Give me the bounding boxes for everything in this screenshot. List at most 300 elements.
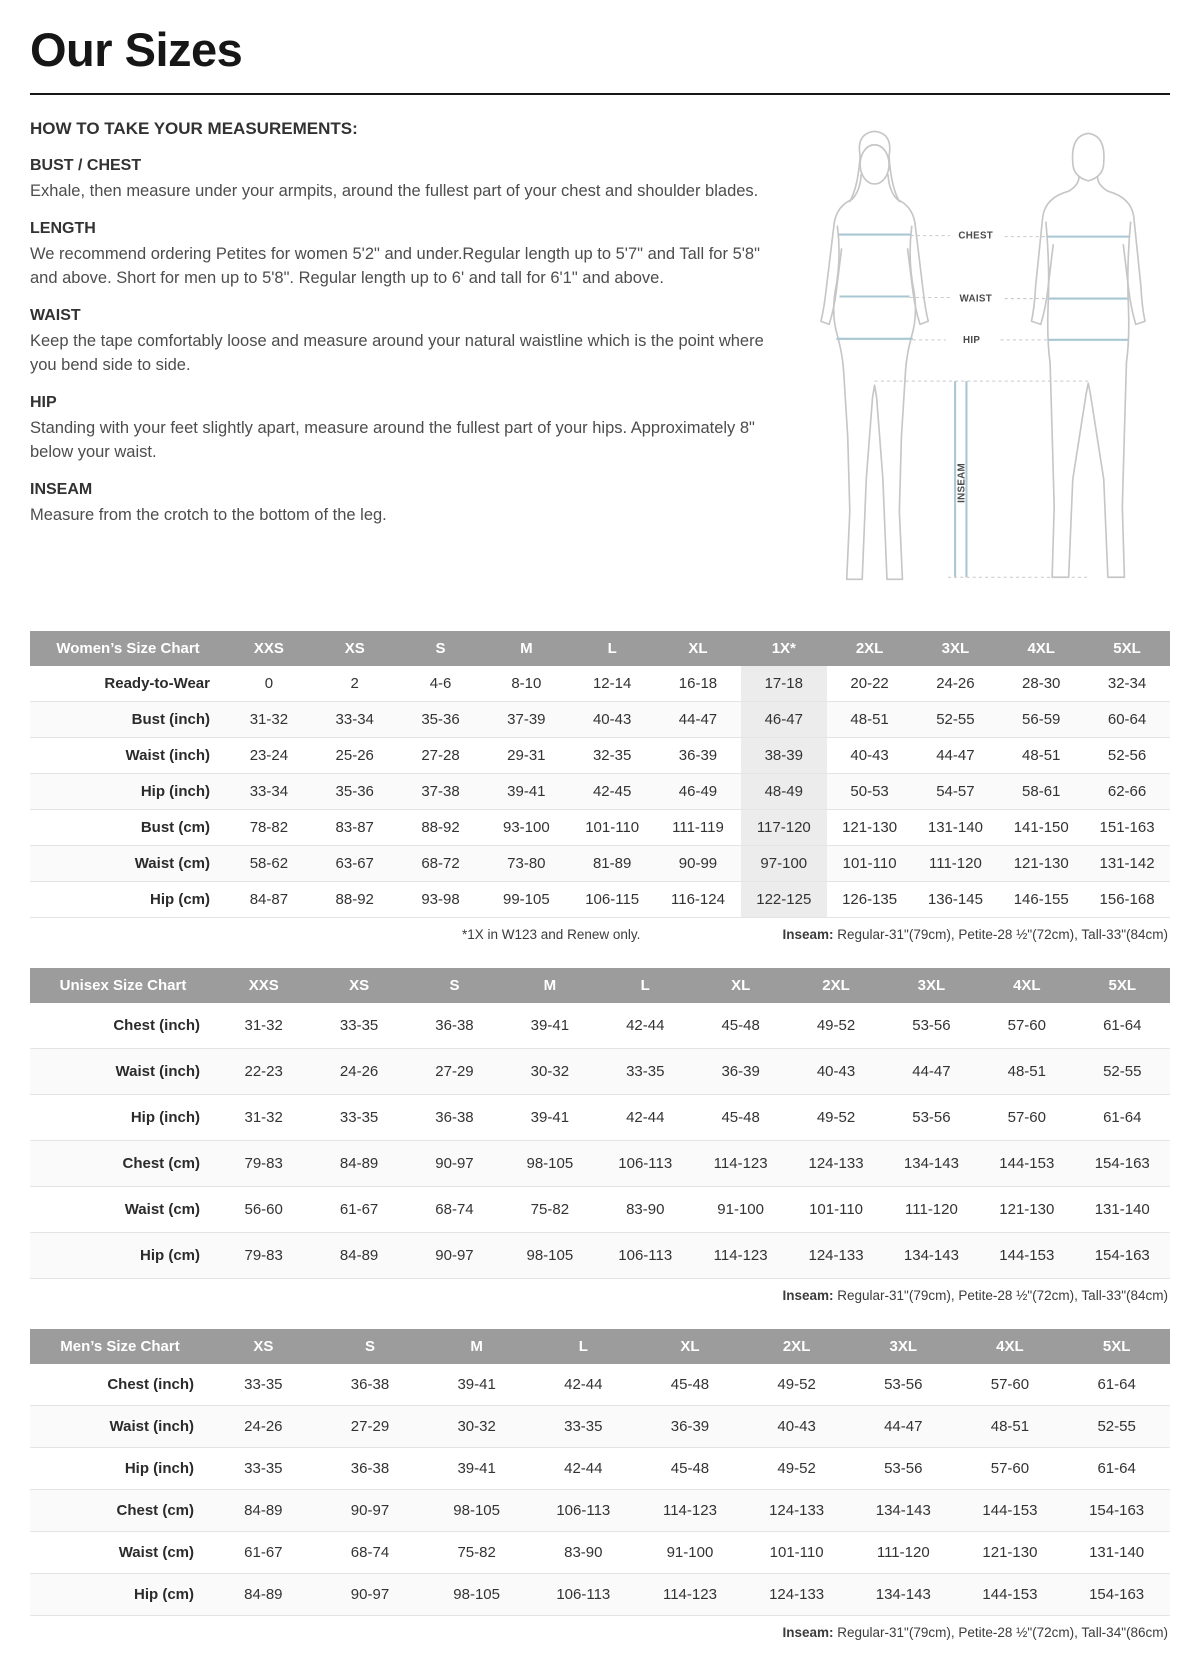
size-cell: 90-97 <box>435 1155 474 1172</box>
size-column-header: 5XL <box>1084 631 1170 666</box>
size-cell: 49-52 <box>777 1460 816 1477</box>
size-cell: 33-35 <box>626 1063 665 1080</box>
size-cell: 151-163 <box>1099 819 1155 836</box>
footnote-1x-note: *1X in W123 and Renew only. <box>462 927 641 942</box>
size-cell: 61-64 <box>1097 1460 1136 1477</box>
size-column-header: L <box>530 1329 637 1364</box>
size-cell: 45-48 <box>721 1109 760 1126</box>
row-label: Chest (cm) <box>122 1155 200 1172</box>
table-row <box>30 1095 1170 1141</box>
measurement-lines <box>836 235 1129 578</box>
unisex-size-chart <box>30 968 1170 1303</box>
size-cell: 24-26 <box>244 1418 283 1435</box>
instruction-title: WAIST <box>30 307 81 325</box>
table-row <box>30 1049 1170 1095</box>
row-label: Hip (cm) <box>134 1586 194 1603</box>
size-cell: 134-143 <box>903 1155 959 1172</box>
size-cell: 33-35 <box>244 1376 283 1393</box>
man-figure <box>1031 133 1145 577</box>
size-cell: 84-89 <box>339 1247 379 1264</box>
size-cell: 48-51 <box>850 711 889 728</box>
size-cell: 141-150 <box>1013 819 1069 836</box>
size-column-header: XL <box>655 631 741 666</box>
inseam-note-label: Inseam: <box>782 927 834 942</box>
size-cell: 33-34 <box>335 711 374 728</box>
dashed-guides <box>875 236 1089 578</box>
size-cell: 40-43 <box>592 711 632 728</box>
womens-size-chart <box>30 631 1170 942</box>
instruction-inseam <box>30 481 770 527</box>
size-cell: 31-32 <box>244 1109 283 1126</box>
size-cell: 36-39 <box>670 1418 710 1435</box>
size-cell: 38-39 <box>741 738 827 774</box>
inseam-note-label: Inseam: <box>782 1625 834 1640</box>
size-cell: 57-60 <box>990 1376 1030 1393</box>
size-column-header: 4XL <box>979 968 1074 1003</box>
size-cell: 52-55 <box>1097 1418 1136 1435</box>
row-label: Hip (cm) <box>150 891 210 908</box>
size-cell: 154-163 <box>1089 1502 1145 1519</box>
row-label: Chest (inch) <box>113 1017 200 1034</box>
size-column-header: 2XL <box>827 631 913 666</box>
size-cell: 33-35 <box>339 1017 379 1034</box>
size-cell: 121-130 <box>999 1201 1055 1218</box>
size-cell: 62-66 <box>1107 783 1147 800</box>
inseam-note-text: Regular-31"(79cm), Petite-28 ½"(72cm), Tall-33"(84cm) <box>833 1288 1168 1303</box>
row-label: Chest (cm) <box>116 1502 194 1519</box>
size-cell: 83-87 <box>335 819 374 836</box>
size-cell: 39-41 <box>507 783 546 800</box>
table-row <box>30 774 1170 810</box>
body-measurement-diagram <box>798 119 1170 601</box>
row-label: Chest (inch) <box>107 1376 194 1393</box>
size-cell: 98-105 <box>526 1247 574 1264</box>
instruction-body: Keep the tape comfortably loose and measure around your natural waistline which is the point where you bend side to side. <box>30 332 764 374</box>
size-cell: 88-92 <box>421 819 460 836</box>
size-cell: 106-113 <box>618 1155 673 1172</box>
table-row <box>30 1003 1170 1049</box>
size-cell: 114-123 <box>713 1155 768 1172</box>
size-cell: 52-56 <box>1107 747 1147 764</box>
size-cell: 124-133 <box>769 1502 825 1519</box>
row-label: Waist (inch) <box>109 1418 194 1435</box>
size-cell: 53-56 <box>912 1109 951 1126</box>
size-cell: 154-163 <box>1089 1586 1145 1603</box>
size-cell: 25-26 <box>335 747 374 764</box>
size-cell: 68-74 <box>350 1544 390 1561</box>
size-cell: 12-14 <box>592 675 632 692</box>
table-row <box>30 1532 1170 1574</box>
size-cell: 46-47 <box>741 702 827 738</box>
size-column-header: 1X* <box>741 631 827 666</box>
size-cell: 45-48 <box>721 1017 760 1034</box>
size-cell: 42-44 <box>564 1460 603 1477</box>
inseam-note <box>782 1625 1168 1640</box>
size-cell: 8-10 <box>511 675 542 692</box>
size-cell: 30-32 <box>530 1063 570 1080</box>
instruction-title: LENGTH <box>30 220 96 238</box>
instruction-body: We recommend ordering Petites for women 5'2" and under.Regular length up to 5'7" and Tall for 5'8" and above. Short for men up to 5'8". Regular length up to 6' and tall for 6'1" and above. <box>30 245 760 287</box>
size-cell: 42-44 <box>626 1017 665 1034</box>
size-cell: 49-52 <box>816 1017 856 1034</box>
size-cell: 84-89 <box>339 1155 379 1172</box>
table-row <box>30 1448 1170 1490</box>
instruction-body: Measure from the crotch to the bottom of the leg. <box>30 505 387 524</box>
size-cell: 40-43 <box>777 1418 816 1435</box>
womens-size-table <box>30 631 1170 918</box>
size-cell: 134-143 <box>875 1586 931 1603</box>
mens-size-table <box>30 1329 1170 1616</box>
size-cell: 156-168 <box>1099 891 1155 908</box>
size-column-header: L <box>598 968 693 1003</box>
table-row <box>30 1233 1170 1279</box>
size-cell: 97-100 <box>741 846 827 882</box>
size-column-header: XS <box>312 631 398 666</box>
inseam-note-label: Inseam: <box>782 1288 834 1303</box>
size-cell: 27-29 <box>350 1418 390 1435</box>
size-cell: 56-60 <box>244 1201 283 1218</box>
size-cell: 101-110 <box>809 1201 863 1218</box>
size-cell: 90-97 <box>350 1502 390 1519</box>
size-cell: 53-56 <box>912 1017 951 1034</box>
size-cell: 24-26 <box>339 1063 379 1080</box>
table-row <box>30 1364 1170 1406</box>
size-cell: 124-133 <box>808 1155 864 1172</box>
size-cell: 126-135 <box>842 891 898 908</box>
size-cell: 57-60 <box>1007 1109 1046 1126</box>
size-cell: 52-55 <box>936 711 975 728</box>
size-cell: 106-113 <box>618 1247 673 1264</box>
size-cell: 31-32 <box>249 711 289 728</box>
size-cell: 88-92 <box>335 891 374 908</box>
size-cell: 17-18 <box>741 666 827 702</box>
size-cell: 83-90 <box>626 1201 665 1218</box>
size-cell: 90-99 <box>678 855 718 872</box>
size-cell: 42-44 <box>564 1376 603 1393</box>
row-label: Waist (cm) <box>124 1201 200 1218</box>
size-cell: 106-113 <box>556 1502 611 1519</box>
size-cell: 44-47 <box>912 1063 951 1080</box>
size-cell: 27-29 <box>435 1063 474 1080</box>
size-cell: 116-124 <box>671 891 725 908</box>
size-cell: 60-64 <box>1107 711 1147 728</box>
inseam-label: INSEAM <box>956 462 968 503</box>
size-cell: 36-39 <box>721 1063 760 1080</box>
row-label: Bust (cm) <box>140 819 210 836</box>
size-cell: 68-74 <box>435 1201 474 1218</box>
size-cell: 44-47 <box>884 1418 923 1435</box>
size-cell: 144-153 <box>982 1586 1038 1603</box>
size-cell: 124-133 <box>769 1586 825 1603</box>
size-cell: 154-163 <box>1094 1155 1150 1172</box>
size-cell: 40-43 <box>816 1063 856 1080</box>
size-cell: 136-145 <box>927 891 983 908</box>
size-cell: 4-6 <box>429 675 452 692</box>
size-cell: 111-120 <box>928 855 982 872</box>
size-cell: 79-83 <box>244 1155 283 1172</box>
mens-footnotes <box>32 1625 1168 1640</box>
size-cell: 40-43 <box>850 747 889 764</box>
size-cell: 79-83 <box>244 1247 283 1264</box>
size-cell: 84-89 <box>244 1586 283 1603</box>
size-cell: 91-100 <box>666 1544 714 1561</box>
measurement-instructions <box>30 119 770 601</box>
size-cell: 84-89 <box>244 1502 283 1519</box>
size-cell: 22-23 <box>244 1063 283 1080</box>
size-cell: 131-140 <box>1094 1201 1150 1218</box>
page-title: Our Sizes <box>30 23 243 76</box>
size-cell: 35-36 <box>421 711 460 728</box>
size-cell: 101-110 <box>769 1544 824 1561</box>
instruction-body: Standing with your feet slightly apart, measure around the fullest part of your hips. Approximately 8" below your waist. <box>30 419 755 461</box>
size-cell: 61-67 <box>244 1544 283 1561</box>
size-cell: 131-142 <box>1099 855 1155 872</box>
row-label: Waist (inch) <box>115 1063 200 1080</box>
title-divider <box>30 93 1170 95</box>
size-cell: 48-51 <box>1007 1063 1046 1080</box>
row-label: Waist (cm) <box>134 855 210 872</box>
size-cell: 61-64 <box>1103 1017 1142 1034</box>
size-cell: 111-120 <box>905 1201 958 1218</box>
size-cell: 121-130 <box>842 819 898 836</box>
womens-footnotes <box>32 927 1168 942</box>
size-cell: 16-18 <box>678 675 718 692</box>
row-label: Hip (inch) <box>140 783 210 800</box>
table-row <box>30 1574 1170 1616</box>
size-cell: 53-56 <box>884 1460 923 1477</box>
size-cell: 98-105 <box>453 1586 500 1603</box>
size-column-header: 4XL <box>957 1329 1064 1364</box>
instruction-title: BUST / CHEST <box>30 157 142 174</box>
instruction-title: HIP <box>30 394 57 412</box>
size-cell: 54-57 <box>936 783 975 800</box>
size-cell: 75-82 <box>530 1201 570 1218</box>
size-cell: 39-41 <box>457 1460 496 1477</box>
size-cell: 146-155 <box>1013 891 1069 908</box>
size-cell: 36-38 <box>435 1109 474 1126</box>
size-cell: 58-61 <box>1022 783 1061 800</box>
instruction-hip <box>30 394 770 464</box>
size-cell: 61-64 <box>1097 1376 1136 1393</box>
size-column-header: M <box>423 1329 530 1364</box>
size-column-header: M <box>502 968 597 1003</box>
row-label: Hip (cm) <box>140 1247 200 1264</box>
size-cell: 134-143 <box>875 1502 931 1519</box>
size-cell: 57-60 <box>1007 1017 1046 1034</box>
size-cell: 131-140 <box>1089 1544 1145 1561</box>
size-cell: 121-130 <box>1013 855 1069 872</box>
size-cell: 31-32 <box>244 1017 283 1034</box>
table-row <box>30 666 1170 702</box>
instruction-title: INSEAM <box>30 480 93 498</box>
size-column-header: S <box>407 968 502 1003</box>
size-cell: 49-52 <box>816 1109 856 1126</box>
table-row <box>30 1141 1170 1187</box>
size-cell: 98-105 <box>526 1155 574 1172</box>
size-cell: 33-35 <box>564 1418 603 1435</box>
size-column-header: 3XL <box>913 631 999 666</box>
size-cell: 121-130 <box>982 1544 1038 1561</box>
size-cell: 24-26 <box>936 675 975 692</box>
size-cell: 63-67 <box>335 855 374 872</box>
size-cell: 33-34 <box>249 783 289 800</box>
size-cell: 37-38 <box>421 783 460 800</box>
size-column-header: 2XL <box>788 968 883 1003</box>
size-cell: 36-39 <box>678 747 718 764</box>
size-cell: 45-48 <box>670 1460 710 1477</box>
size-cell: 48-51 <box>990 1418 1030 1435</box>
table-row <box>30 846 1170 882</box>
measurement-figures-illustration <box>798 121 1170 601</box>
size-cell: 48-49 <box>741 774 827 810</box>
size-cell: 36-38 <box>350 1376 390 1393</box>
table-title: Men’s Size Chart <box>30 1329 210 1364</box>
size-column-header: S <box>317 1329 424 1364</box>
inseam-note-text: Regular-31"(79cm), Petite-28 ½"(72cm), Tall-33"(84cm) <box>833 927 1168 942</box>
mens-size-chart <box>30 1329 1170 1640</box>
size-cell: 20-22 <box>850 675 889 692</box>
size-column-header: XXS <box>216 968 311 1003</box>
size-cell: 28-30 <box>1022 675 1061 692</box>
table-row <box>30 1406 1170 1448</box>
size-cell: 58-62 <box>249 855 289 872</box>
row-label: Waist (inch) <box>125 747 210 764</box>
size-cell: 114-123 <box>662 1586 717 1603</box>
size-cell: 0 <box>264 675 274 692</box>
size-cell: 106-115 <box>585 891 640 908</box>
size-cell: 32-34 <box>1107 675 1147 692</box>
size-cell: 106-113 <box>556 1586 611 1603</box>
size-cell: 61-64 <box>1103 1109 1142 1126</box>
inseam-note-text: Regular-31"(79cm), Petite-28 ½"(72cm), Tall-34"(86cm) <box>833 1625 1168 1640</box>
size-cell: 37-39 <box>507 711 546 728</box>
size-cell: 52-55 <box>1103 1063 1142 1080</box>
size-cell: 117-120 <box>741 810 827 846</box>
top-section <box>30 119 1170 601</box>
table-row <box>30 810 1170 846</box>
size-cell: 27-28 <box>421 747 460 764</box>
table-row <box>30 882 1170 918</box>
size-cell: 39-41 <box>530 1017 570 1034</box>
row-label: Hip (inch) <box>130 1109 200 1126</box>
size-cell: 45-48 <box>670 1376 710 1393</box>
size-cell: 98-105 <box>453 1502 500 1519</box>
size-cell: 73-80 <box>507 855 546 872</box>
table-row <box>30 1187 1170 1233</box>
size-cell: 78-82 <box>249 819 289 836</box>
size-cell: 131-140 <box>927 819 983 836</box>
size-cell: 101-110 <box>842 855 897 872</box>
size-column-header: XL <box>693 968 788 1003</box>
size-cell: 23-24 <box>249 747 289 764</box>
size-cell: 39-41 <box>530 1109 570 1126</box>
instructions-heading: HOW TO TAKE YOUR MEASUREMENTS: <box>30 119 358 138</box>
size-cell: 75-82 <box>457 1544 496 1561</box>
size-cell: 114-123 <box>662 1502 717 1519</box>
size-column-header: S <box>398 631 484 666</box>
unisex-size-table <box>30 968 1170 1279</box>
inseam-note <box>782 927 1168 942</box>
size-cell: 90-97 <box>350 1586 390 1603</box>
size-column-header: 4XL <box>998 631 1084 666</box>
chest-label: CHEST <box>958 230 994 242</box>
size-cell: 42-44 <box>626 1109 665 1126</box>
size-cell: 93-100 <box>502 819 550 836</box>
row-label: Waist (cm) <box>118 1544 194 1561</box>
size-cell: 144-153 <box>999 1155 1055 1172</box>
size-cell: 57-60 <box>990 1460 1030 1477</box>
waist-label: WAIST <box>959 293 993 305</box>
hip-label: HIP <box>962 334 981 346</box>
size-cell: 29-31 <box>507 747 546 764</box>
size-cell: 144-153 <box>999 1247 1055 1264</box>
size-cell: 124-133 <box>808 1247 864 1264</box>
size-cell: 99-105 <box>502 891 550 908</box>
size-cell: 32-35 <box>592 747 632 764</box>
size-column-header: 2XL <box>743 1329 850 1364</box>
size-cell: 111-119 <box>672 819 724 836</box>
size-column-header: XS <box>210 1329 317 1364</box>
size-cell: 49-52 <box>777 1376 816 1393</box>
size-cell: 114-123 <box>713 1247 768 1264</box>
size-column-header: XL <box>637 1329 744 1364</box>
row-label: Bust (inch) <box>131 711 210 728</box>
size-cell: 56-59 <box>1022 711 1061 728</box>
size-column-header: 3XL <box>850 1329 957 1364</box>
size-cell: 46-49 <box>678 783 718 800</box>
woman-figure <box>821 131 928 579</box>
size-cell: 44-47 <box>678 711 718 728</box>
size-column-header: M <box>483 631 569 666</box>
size-cell: 36-38 <box>350 1460 390 1477</box>
instruction-waist <box>30 307 770 377</box>
size-cell: 39-41 <box>457 1376 496 1393</box>
instruction-body: Exhale, then measure under your armpits, around the fullest part of your chest and shoulder blades. <box>30 182 759 200</box>
size-cell: 144-153 <box>982 1502 1038 1519</box>
row-label: Hip (inch) <box>124 1460 194 1477</box>
size-cell: 83-90 <box>564 1544 603 1561</box>
size-column-header: 5XL <box>1063 1329 1170 1364</box>
size-cell: 36-38 <box>435 1017 474 1034</box>
inseam-note <box>782 1288 1168 1303</box>
table-row <box>30 702 1170 738</box>
size-cell: 33-35 <box>244 1460 283 1477</box>
size-column-header: XXS <box>226 631 312 666</box>
size-cell: 68-72 <box>421 855 460 872</box>
size-cell: 93-98 <box>421 891 460 908</box>
size-cell: 50-53 <box>850 783 889 800</box>
size-cell: 53-56 <box>884 1376 923 1393</box>
size-cell: 42-45 <box>592 783 632 800</box>
size-cell: 154-163 <box>1094 1247 1150 1264</box>
row-label: Ready-to-Wear <box>104 675 210 692</box>
table-row <box>30 1490 1170 1532</box>
table-title: Women’s Size Chart <box>30 631 226 666</box>
table-title: Unisex Size Chart <box>30 968 216 1003</box>
size-cell: 61-67 <box>339 1201 379 1218</box>
size-column-header: L <box>569 631 655 666</box>
size-column-header: XS <box>311 968 406 1003</box>
size-cell: 134-143 <box>903 1247 959 1264</box>
size-cell: 2 <box>350 675 359 692</box>
size-cell: 30-32 <box>457 1418 496 1435</box>
size-cell: 91-100 <box>717 1201 764 1218</box>
instruction-bust-chest <box>30 157 770 203</box>
size-cell: 122-125 <box>741 882 827 918</box>
size-cell: 101-110 <box>585 819 640 836</box>
size-cell: 81-89 <box>592 855 632 872</box>
size-cell: 44-47 <box>936 747 975 764</box>
